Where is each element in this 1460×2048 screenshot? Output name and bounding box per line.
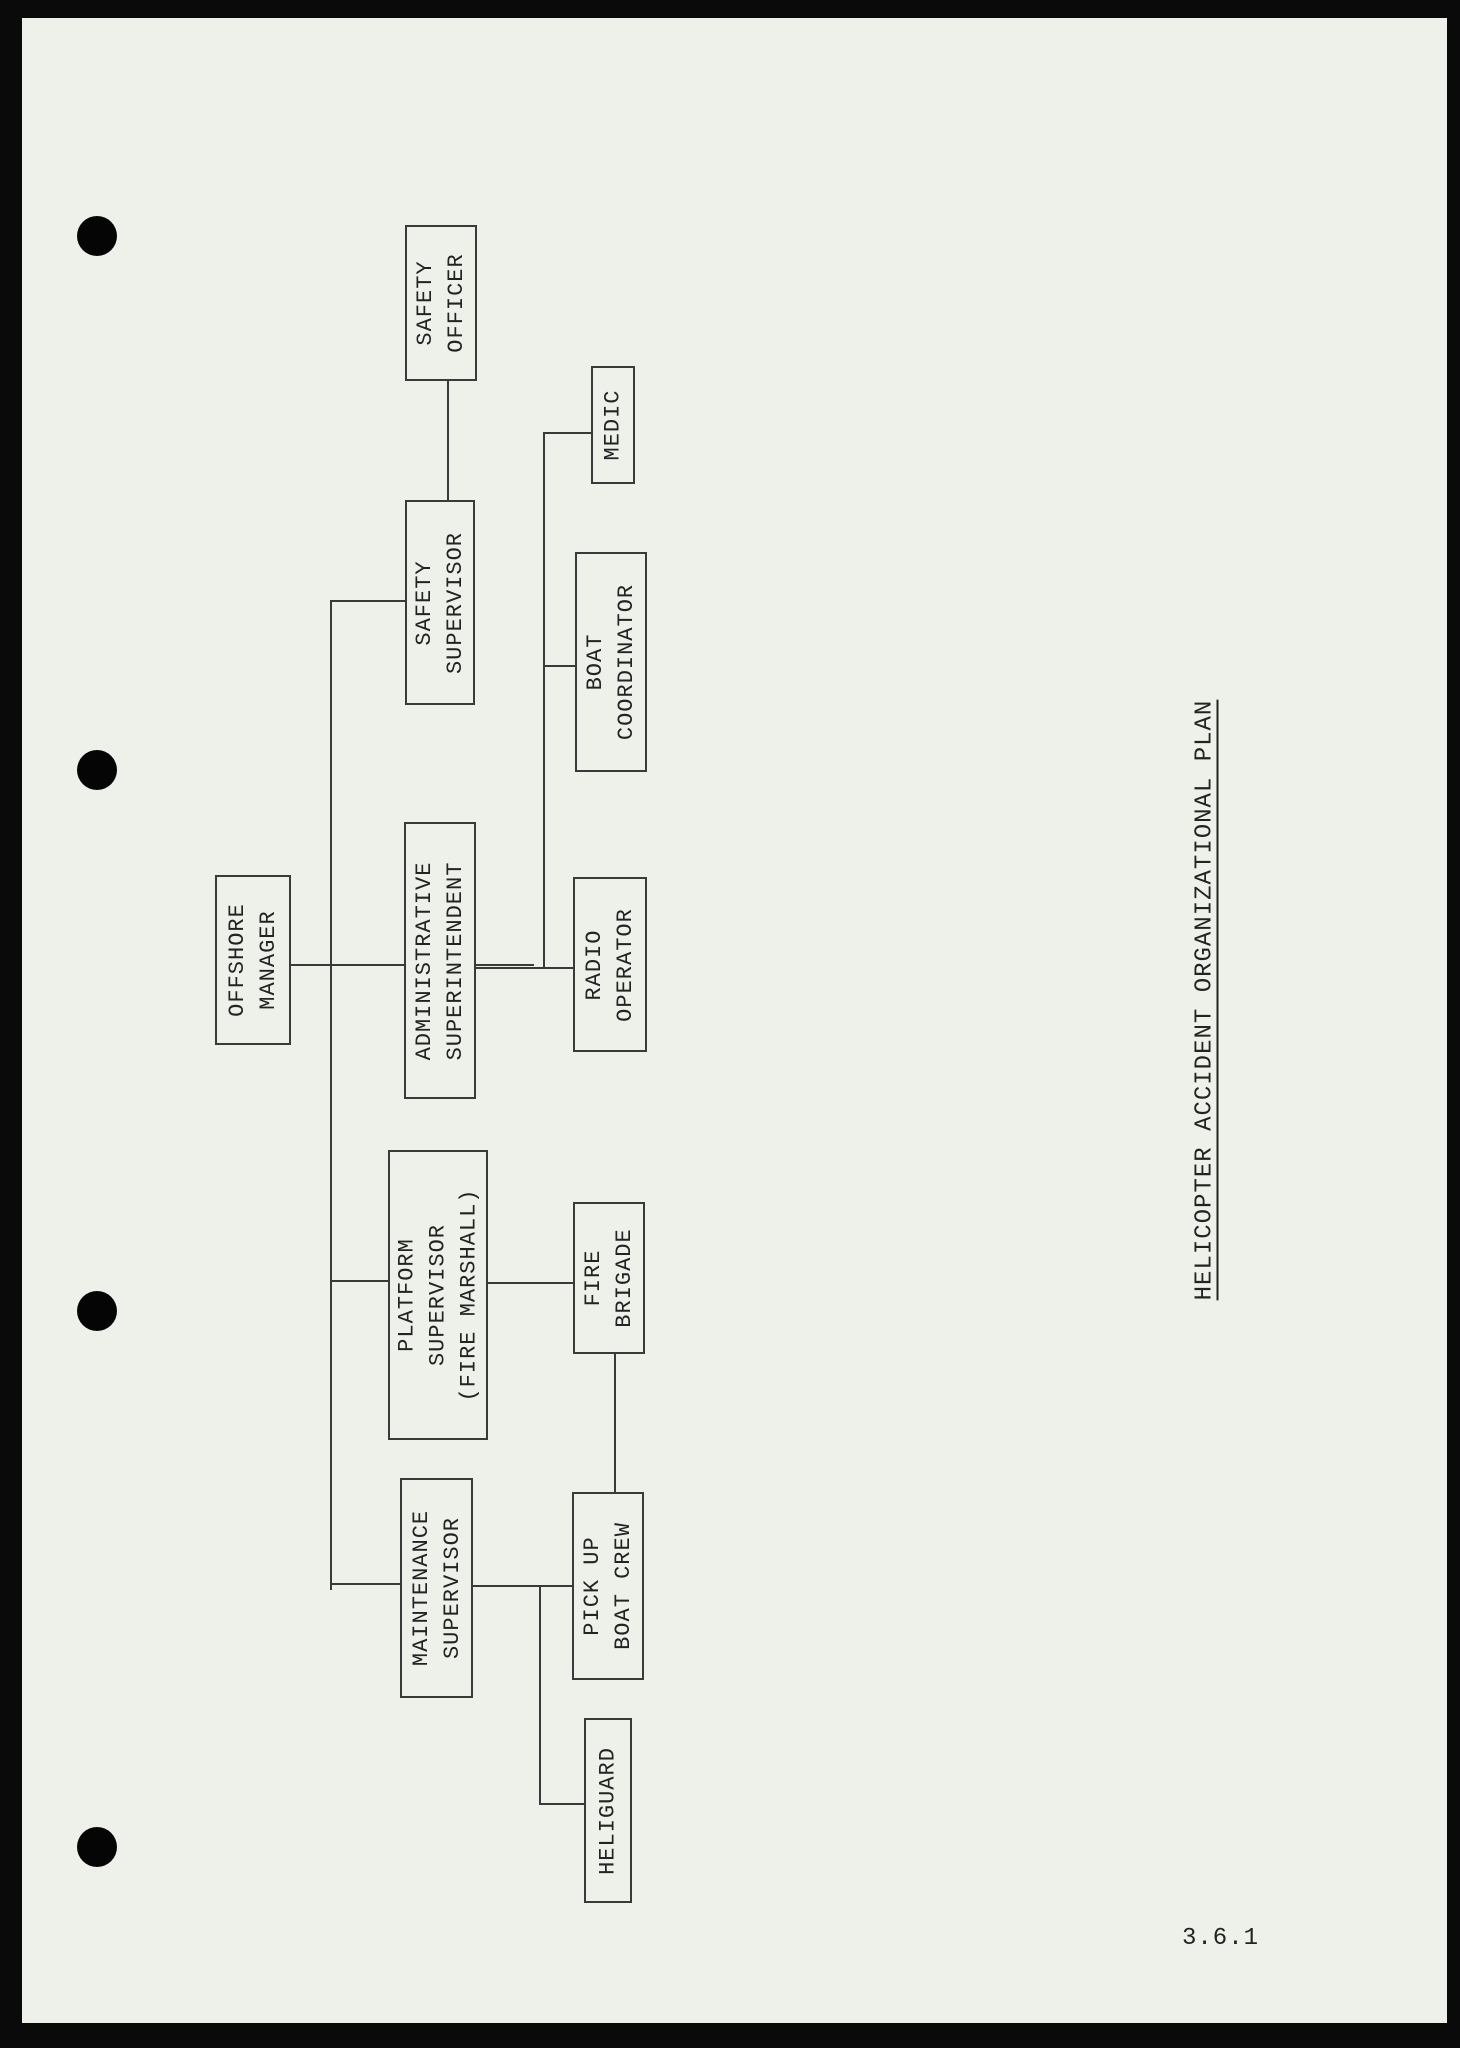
diagram-title: HELICOPTER ACCIDENT ORGANIZATIONAL PLAN — [1191, 699, 1219, 1301]
administrative-superintendent-label: ADMINISTRATIVE SUPERINTENDENT — [412, 861, 468, 1060]
binder-hole — [77, 750, 117, 790]
binder-hole — [77, 1291, 117, 1331]
connector-line — [474, 967, 574, 969]
fire-brigade-label: FIRE BRIGADE — [581, 1228, 637, 1328]
connector-line — [543, 665, 575, 667]
connector-line — [539, 1585, 541, 1805]
fire-brigade-box — [573, 1202, 645, 1354]
platform-supervisor-box — [388, 1150, 488, 1440]
connector-line — [472, 1585, 572, 1587]
radio-operator-box — [573, 877, 647, 1052]
heliguard-box — [584, 1718, 632, 1903]
connector-line — [330, 1280, 388, 1282]
offshore-manager-label: OFFSHORE MANAGER — [225, 903, 281, 1017]
connector-line — [539, 1803, 584, 1805]
connector-line — [330, 600, 332, 1590]
maintenance-supervisor-box — [400, 1478, 473, 1698]
safety-supervisor-label: SAFETY SUPERVISOR — [412, 531, 468, 674]
binder-hole — [77, 1827, 117, 1867]
connector-line — [330, 1583, 400, 1585]
platform-supervisor-label: PLATFORM SUPERVISOR (FIRE MARSHALL) — [394, 1188, 482, 1402]
connector-line — [330, 600, 405, 602]
connector-line — [447, 380, 449, 500]
connector-line — [614, 1353, 616, 1493]
connector-line — [486, 1282, 573, 1284]
safety-officer-label: SAFETY OFFICER — [413, 253, 469, 353]
safety-officer-box — [405, 225, 477, 381]
administrative-superintendent-box — [404, 822, 476, 1099]
heliguard-label: HELIGUARD — [595, 1746, 621, 1875]
page-number: 3.6.1 — [1182, 1925, 1260, 1952]
boat-coordinator-box — [575, 552, 647, 772]
offshore-manager-box — [215, 875, 291, 1045]
binder-hole — [77, 216, 117, 256]
medic-label: MEDIC — [600, 389, 626, 461]
connector-line — [543, 432, 545, 968]
connector-line — [543, 432, 591, 434]
pick-up-boat-crew-box — [572, 1492, 644, 1680]
pick-up-boat-crew-label: PICK UP BOAT CREW — [580, 1522, 636, 1650]
safety-supervisor-box — [405, 500, 475, 705]
maintenance-supervisor-label: MAINTENANCE SUPERVISOR — [408, 1509, 465, 1667]
radio-operator-label: RADIO OPERATOR — [582, 907, 638, 1022]
medic-box — [591, 366, 635, 484]
boat-coordinator-label: BOAT COORDINATOR — [583, 583, 639, 741]
